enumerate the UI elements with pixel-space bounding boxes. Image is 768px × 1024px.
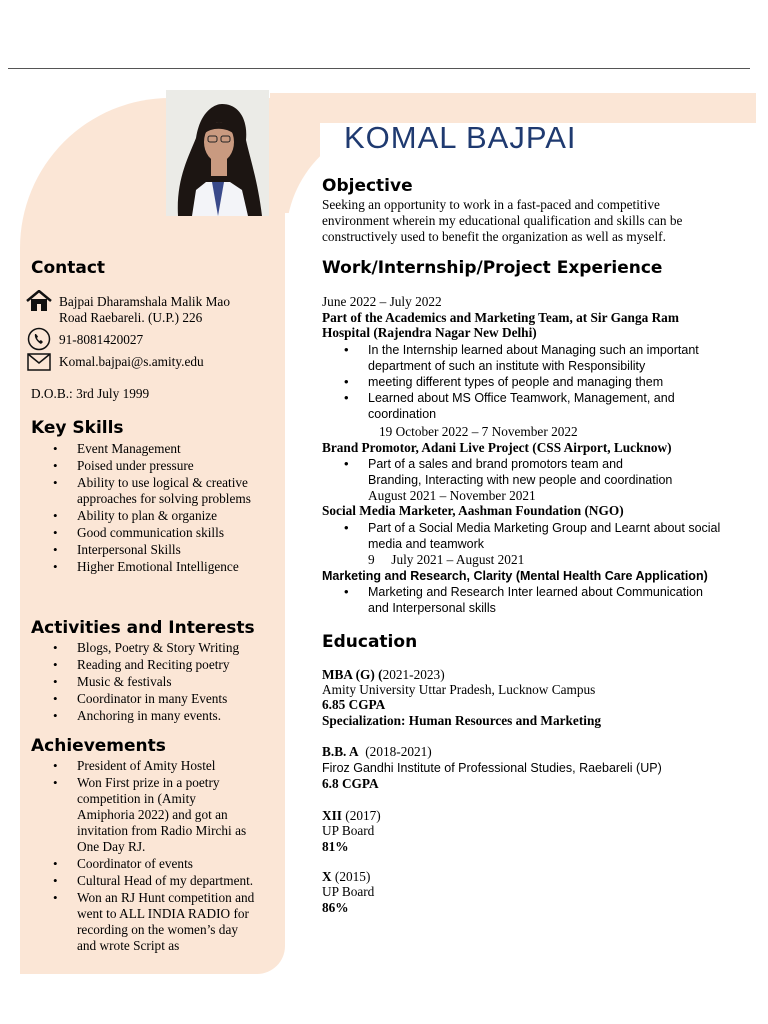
list-item <box>77 525 277 541</box>
list-item <box>77 775 282 855</box>
header-band <box>282 93 756 123</box>
list-item <box>77 856 282 872</box>
bba-years: (2018-2021) <box>358 744 432 759</box>
list-item-text: Coordinator of events <box>77 856 193 871</box>
phone-number: 91-8081420027 <box>59 332 144 347</box>
activities-heading: Activities and Interests <box>31 618 255 638</box>
job1-date: June 2022 – July 2022 <box>322 294 442 309</box>
list-item <box>368 520 753 552</box>
list-item <box>77 441 277 457</box>
list-item-text: and Interpersonal skills <box>368 601 496 615</box>
list-item-text: Event Management <box>77 441 181 456</box>
list-item <box>77 542 277 558</box>
list-item-text: Good communication skills <box>77 525 224 540</box>
mba-grade: 6.85 CGPA <box>322 697 386 712</box>
mail-icon <box>27 353 51 376</box>
bba-grade: 6.8 CGPA <box>322 776 379 791</box>
list-item <box>368 584 748 616</box>
list-item <box>368 390 748 422</box>
list-item-text: Poised under pressure <box>77 458 194 473</box>
job1-title-line-2: Hospital (Rajendra Nagar New Delhi) <box>322 325 537 340</box>
job3-title: Social Media Marketer, Aashman Foundation (NGO) <box>322 503 624 518</box>
list-item-text: Part of a sales and brand promotors team and <box>368 457 624 471</box>
job2-date: 19 October 2022 – 7 November 2022 <box>379 424 578 439</box>
list-item <box>77 758 282 774</box>
list-item: • Music & festivals <box>77 674 277 690</box>
list-item-text: Ability to plan & organize <box>77 508 218 523</box>
objective-line-2: environment wherein my educational qualification and skills can be <box>322 213 683 228</box>
education-heading: Education <box>322 632 418 652</box>
list-item <box>77 458 277 474</box>
x-degree-name: X <box>322 869 332 884</box>
job4-date: 9 July 2021 – August 2021 <box>368 552 525 567</box>
list-item-text: In the Internship learned about Managing such an important <box>368 343 699 357</box>
x-grade: 86% <box>322 900 349 915</box>
list-item-text: meeting different types of people and managing them <box>368 375 664 389</box>
experience-heading: Work/Internship/Project Experience <box>322 258 663 278</box>
list-item-text: Interpersonal Skills <box>77 542 181 557</box>
list-item-text: Learned about MS Office Teamwork, Management, and <box>368 391 675 405</box>
job1-title-line-1: Part of the Academics and Marketing Team, at Sir Ganga Ram <box>322 310 679 325</box>
email-address: Komal.bajpai@s.amity.edu <box>59 354 204 369</box>
list-item-text: Marketing and Research Inter learned about Communication <box>368 585 703 599</box>
address-line-1: Bajpai Dharamshala Malik Mao <box>59 294 230 309</box>
bba-school: Firoz Gandhi Institute of Professional Studies, Raebareli (UP) <box>322 761 662 775</box>
list-item-text: Branding, Interacting with new people and coordination <box>368 473 673 487</box>
list-item-text: President of Amity Hostel <box>77 758 216 773</box>
top-divider <box>8 68 750 69</box>
list-item <box>77 508 277 524</box>
xii-year: (2017) <box>341 808 381 823</box>
job2-bullets <box>368 456 748 488</box>
xii-board: UP Board <box>322 823 375 838</box>
date-of-birth: D.O.B.: 3rd July 1999 <box>31 386 150 401</box>
address-line-2: Road Raebareli. (U.P.) 226 <box>59 310 203 325</box>
list-item-text: coordination <box>368 407 437 421</box>
list-item-text: One Day RJ. <box>77 839 146 854</box>
mba-school: Amity University Uttar Pradesh, Lucknow Campus <box>322 682 596 697</box>
list-item <box>77 873 282 889</box>
x-board: UP Board <box>322 884 375 899</box>
list-item-text: approaches for solving problems <box>77 491 251 506</box>
activities-list <box>77 640 277 724</box>
xii-degree-name: XII <box>322 808 342 823</box>
home-icon <box>26 290 52 317</box>
achievements-list <box>77 758 282 954</box>
mba-degree-name: MBA (G) ( <box>322 667 383 682</box>
objective-line-1: Seeking an opportunity to work in a fast-paced and competitive <box>322 197 660 212</box>
list-item: • Reading and Reciting poetry <box>77 657 277 673</box>
list-item-text: competition in (Amity <box>77 791 196 806</box>
list-item <box>368 456 748 488</box>
key-skills-list <box>77 441 277 575</box>
xii-grade: 81% <box>322 839 349 854</box>
job1-bullets <box>368 342 748 422</box>
list-item-text: Ability to use logical & creative <box>77 475 248 490</box>
objective-heading: Objective <box>322 176 413 196</box>
list-item-text: Higher Emotional Intelligence <box>77 559 239 574</box>
job4-bullets <box>368 584 748 616</box>
list-item <box>77 559 277 575</box>
xii-degree <box>322 808 381 824</box>
list-item: • Coordinator in many Events <box>77 691 277 707</box>
list-item <box>368 342 748 374</box>
list-item-text: Won First prize in a poetry <box>77 775 220 790</box>
key-skills-heading: Key Skills <box>31 418 124 438</box>
profile-photo <box>166 90 269 216</box>
achievements-heading: Achievements <box>31 736 166 756</box>
mba-degree <box>322 667 445 683</box>
job3-bullets <box>368 520 753 552</box>
list-item: • Blogs, Poetry & Story Writing <box>77 640 277 656</box>
mba-specialization: Specialization: Human Resources and Marketing <box>322 713 601 728</box>
list-item-text: recording on the women’s day <box>77 922 238 937</box>
list-item <box>77 890 282 954</box>
x-year: (2015) <box>331 869 371 884</box>
x-degree <box>322 869 370 885</box>
mba-years: 2021-2023) <box>382 667 445 682</box>
list-item <box>77 475 277 507</box>
list-item-text: Won an RJ Hunt competition and <box>77 890 255 905</box>
list-item-text: Cultural Head of my department. <box>77 873 254 888</box>
list-item-text: and wrote Script as <box>77 938 180 953</box>
bba-degree <box>322 744 432 760</box>
list-item-text: invitation from Radio Mirchi as <box>77 823 247 838</box>
list-item: • Anchoring in many events. <box>77 708 277 724</box>
job2-title: Brand Promotor, Adani Live Project (CSS Airport, Lucknow) <box>322 440 672 455</box>
phone-icon <box>27 327 51 356</box>
list-item-text: Amiphoria 2022) and got an <box>77 807 228 822</box>
person-name: KOMAL BAJPAI <box>344 120 577 155</box>
job4-title: Marketing and Research, Clarity (Mental Health Care Application) <box>322 569 708 583</box>
list-item-text: media and teamwork <box>368 537 485 551</box>
list-item-text: Part of a Social Media Marketing Group and Learnt about social <box>368 521 721 535</box>
list-item-text: went to ALL INDIA RADIO for <box>77 906 249 921</box>
job3-date: August 2021 – November 2021 <box>368 488 536 503</box>
contact-heading: Contact <box>31 258 106 278</box>
list-item <box>368 374 748 390</box>
bba-degree-name: B.B. A <box>322 744 359 759</box>
list-item-text: department of such an institute with Responsibility <box>368 359 646 373</box>
objective-line-3: constructively used to benefit the organization as well as myself. <box>322 229 666 244</box>
